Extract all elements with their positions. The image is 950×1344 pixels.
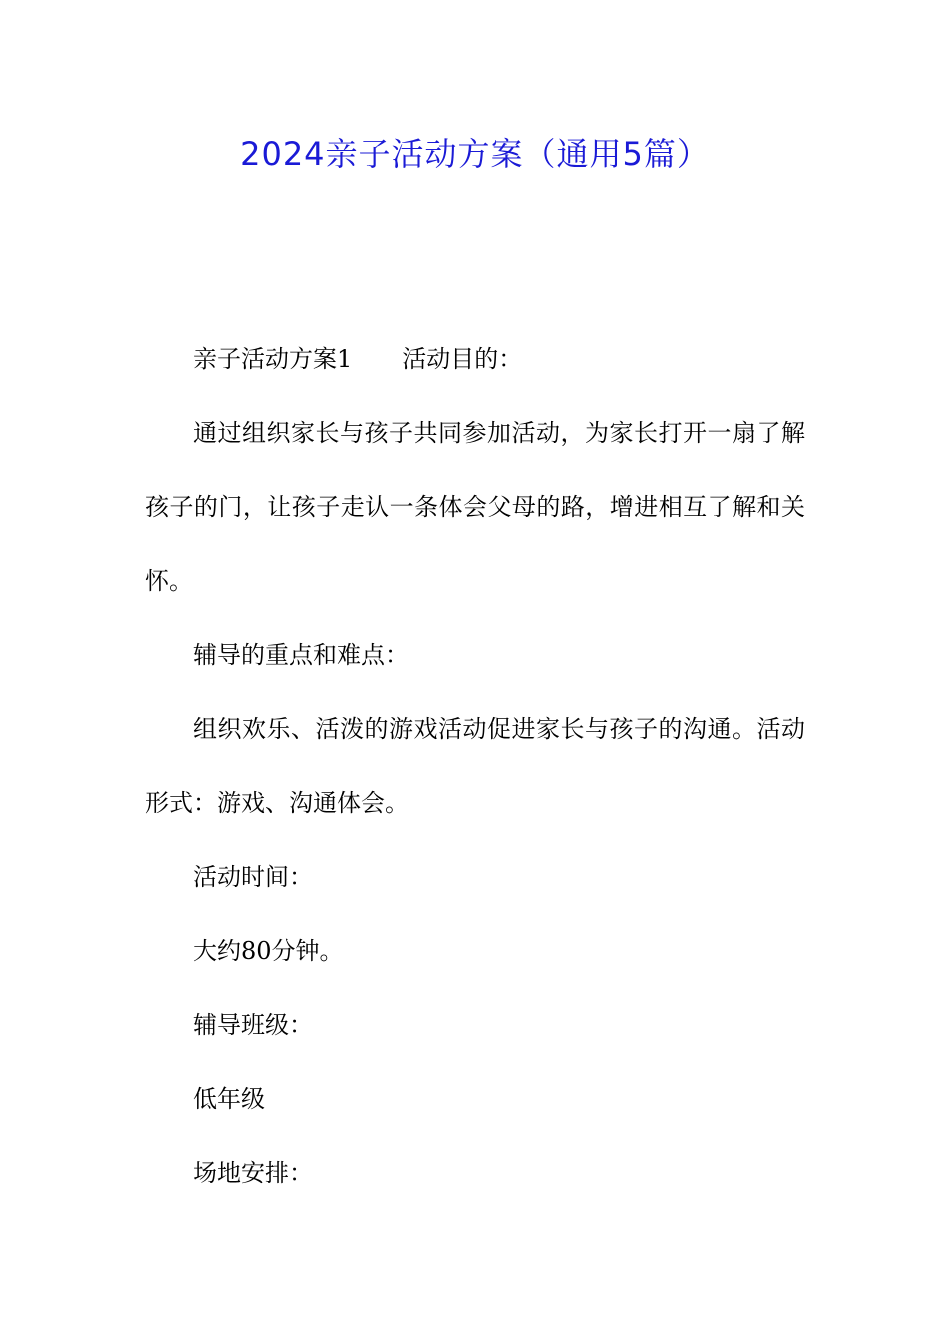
paragraph-time-heading: 活动时间：	[193, 863, 313, 891]
paragraph-purpose-content: 通过组织家长与孩子共同参加活动，为家长打开一扇了解孩子的门，让孩子走认一条体会父母的路，增进相互了解和关怀。	[145, 419, 805, 595]
document-title: 2024亲子活动方案（通用5篇）	[240, 135, 710, 173]
document-body	[145, 322, 805, 1210]
section-heading: 亲子活动方案1	[193, 345, 353, 373]
paragraph-key-points-heading: 辅导的重点和难点：	[193, 641, 409, 669]
paragraph-time-content: 大约80分钟。	[193, 937, 344, 965]
paragraph-key-points-content: 组织欢乐、活泼的游戏活动促进家长与孩子的沟通。活动形式：游戏、沟通体会。	[145, 715, 805, 817]
paragraph-class-heading: 辅导班级：	[193, 1011, 313, 1039]
paragraph-activity-purpose: 活动目的：	[402, 345, 523, 373]
paragraph-class-content: 低年级	[193, 1085, 265, 1113]
paragraph-section-heading	[145, 322, 805, 396]
paragraph-venue-heading: 场地安排：	[193, 1159, 313, 1187]
